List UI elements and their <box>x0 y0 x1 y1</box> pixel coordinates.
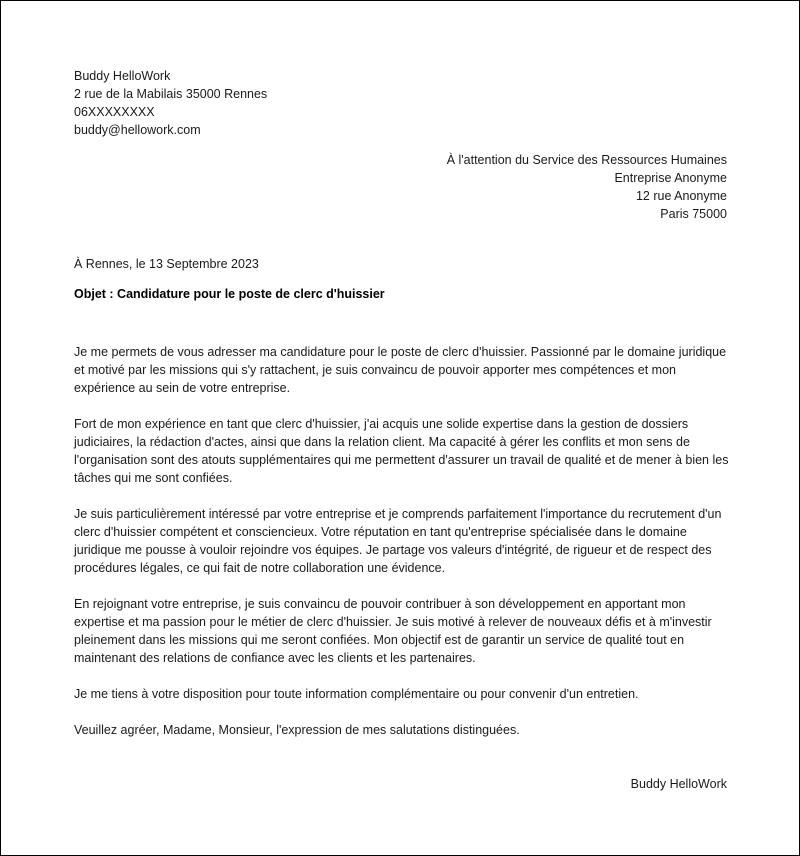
date-line: À Rennes, le 13 Septembre 2023 <box>74 257 259 271</box>
closing-paragraph: Veuillez agréer, Madame, Monsieur, l'expression de mes salutations distinguées. <box>74 723 520 737</box>
signature: Buddy HelloWork <box>630 777 727 791</box>
recipient-street: 12 rue Anonyme <box>635 189 727 203</box>
recipient-block <box>447 151 727 223</box>
sender-email: buddy@hellowork.com <box>74 123 201 137</box>
recipient-attention: À l'attention du Service des Ressources Humaines <box>446 153 727 167</box>
body-paragraph-5: Je me tiens à votre disposition pour toute information complémentaire ou pour convenir d'un entretien. <box>74 687 639 701</box>
recipient-company: Entreprise Anonyme <box>614 171 727 185</box>
sender-phone: 06XXXXXXXX <box>74 105 155 119</box>
body-paragraph-4: En rejoignant votre entreprise, je suis convaincu de pouvoir contribuer à son développement en apportant mon expertise et ma passion pour le métier de clerc d'huissier. Je suis motivé à relever de nouveaux défis et à m'investir pleinement dans les missions qui me seront confiées. Mon objectif est de garantir un service de qualité tout en maintenant des relations de confiance avec les clients et les partenaires. <box>74 597 712 665</box>
body-paragraph-2: Fort de mon expérience en tant que clerc d'huissier, j'ai acquis une solide expertise dans la gestion de dossiers judiciaires, la rédaction d'actes, ainsi que dans la relation client. Ma capacité à gérer les conflits et mon sens de l'organisation sont des atouts supplémentaires qui me permettent d'assurer un travail de qualité et de mener à bien les tâches qui me sont confiées. <box>74 417 729 485</box>
sender-block <box>74 67 267 139</box>
recipient-city: Paris 75000 <box>660 207 727 221</box>
sender-name: Buddy HelloWork <box>74 69 171 83</box>
body-paragraph-1: Je me permets de vous adresser ma candidature pour le poste de clerc d'huissier. Passionné par le domaine juridique et motivé par les missions qui s'y rattachent, je suis convaincu de pouvoir apporter mes compétences et mon expérience au sein de votre entreprise. <box>74 345 727 395</box>
sender-address: 2 rue de la Mabilais 35000 Rennes <box>74 87 268 101</box>
subject-line: Objet : Candidature pour le poste de clerc d'huissier <box>74 287 385 301</box>
body-paragraph-3: Je suis particulièrement intéressé par votre entreprise et je comprends parfaitement l'importance du recrutement d'un clerc d'huissier compétent et consciencieux. Votre réputation en tant qu'entreprise spécialisée dans le domaine juridique me pousse à vouloir rejoindre vos équipes. Je partage vos valeurs d'intégrité, de rigueur et de respect des procédures légales, ce qui fait de notre collaboration une évidence. <box>74 507 722 575</box>
